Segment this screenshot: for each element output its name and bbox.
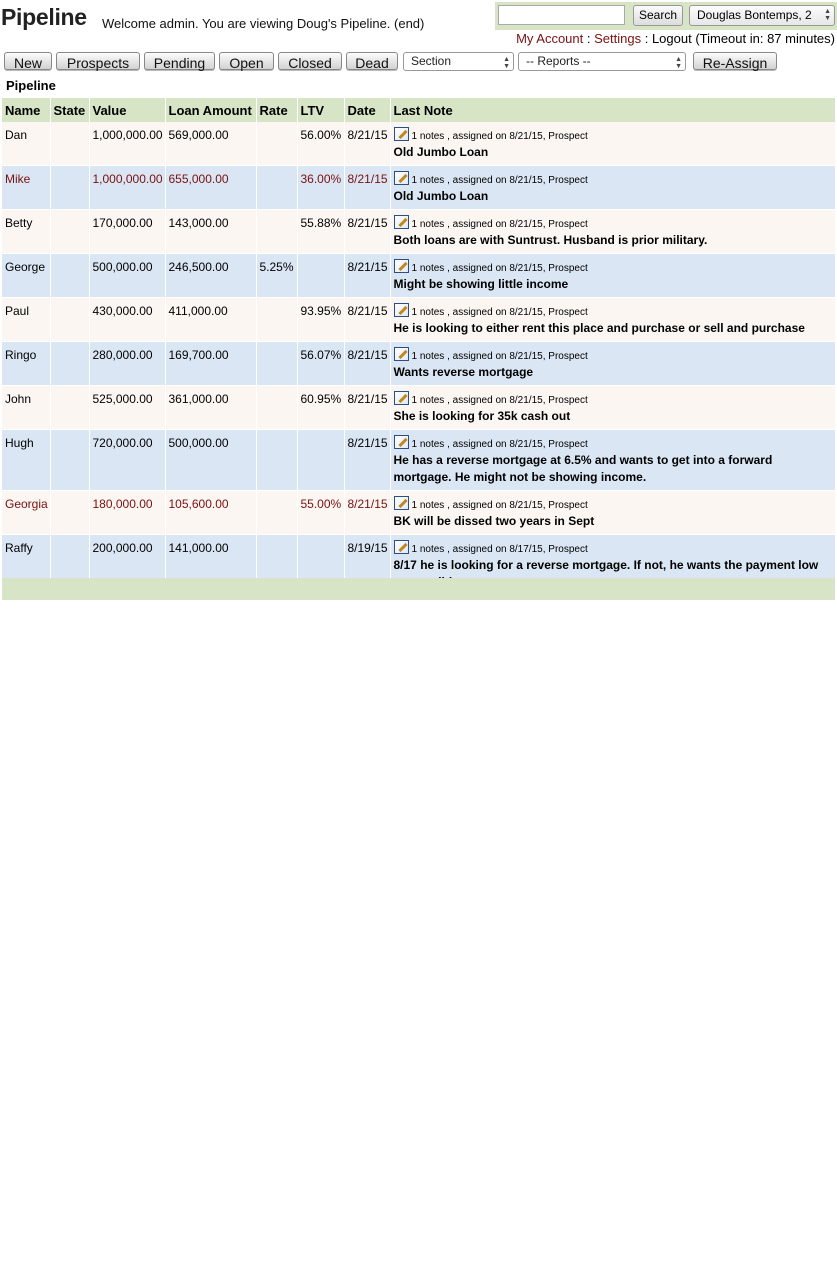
cell-rate bbox=[256, 122, 297, 166]
cell-ltv bbox=[297, 430, 344, 491]
cell-ltv: 93.95% bbox=[297, 298, 344, 342]
note-text: She is looking for 35k cash out bbox=[393, 409, 571, 423]
column-header-ltv[interactable]: LTV bbox=[297, 98, 344, 122]
table-footer-bar bbox=[2, 578, 835, 600]
prospects-button[interactable]: Prospects bbox=[56, 52, 140, 70]
cell-value: 525,000.00 bbox=[89, 386, 165, 430]
column-header-state[interactable]: State bbox=[50, 98, 89, 122]
cell-loan-amount: 569,000.00 bbox=[165, 122, 256, 166]
dead-button[interactable]: Dead bbox=[346, 52, 398, 70]
user-select-value: Douglas Bontemps, 2 bbox=[697, 8, 812, 22]
cell-date: 8/21/15 bbox=[344, 122, 390, 166]
search-input[interactable] bbox=[498, 5, 625, 25]
cell-loan-amount: 141,000.00 bbox=[165, 535, 256, 596]
cell-rate bbox=[256, 386, 297, 430]
table-row[interactable] bbox=[2, 491, 835, 535]
cell-value: 500,000.00 bbox=[89, 254, 165, 298]
cell-name[interactable]: Georgia bbox=[2, 491, 50, 535]
cell-state bbox=[50, 386, 89, 430]
note-text: BK will be dissed two years in Sept bbox=[393, 514, 595, 528]
cell-date: 8/21/15 bbox=[344, 491, 390, 535]
cell-rate bbox=[256, 166, 297, 210]
column-header-date[interactable]: Date bbox=[344, 98, 390, 122]
settings-link[interactable]: Settings bbox=[594, 31, 642, 46]
note-text: Might be showing little income bbox=[393, 277, 569, 291]
reassign-button[interactable]: Re-Assign bbox=[693, 52, 777, 70]
cell-rate bbox=[256, 430, 297, 491]
select-arrows-icon: ▲ ▼ bbox=[824, 8, 831, 22]
note-meta bbox=[394, 127, 832, 144]
table-header-row bbox=[2, 98, 835, 122]
cell-value: 720,000.00 bbox=[89, 430, 165, 491]
note-meta bbox=[394, 303, 832, 320]
table-row[interactable] bbox=[2, 430, 835, 491]
note-text: Old Jumbo Loan bbox=[393, 145, 489, 159]
cell-last-note bbox=[390, 491, 835, 535]
table-row[interactable] bbox=[2, 166, 835, 210]
separator: : bbox=[641, 31, 652, 46]
note-meta-text: 1 notes , assigned on 8/21/15, Prospect bbox=[411, 263, 588, 274]
cell-state bbox=[50, 491, 89, 535]
cell-ltv: 60.95% bbox=[297, 386, 344, 430]
cell-value: 280,000.00 bbox=[89, 342, 165, 386]
cell-rate bbox=[256, 298, 297, 342]
table-row[interactable] bbox=[2, 210, 835, 254]
cell-date: 8/21/15 bbox=[344, 166, 390, 210]
cell-ltv: 36.00% bbox=[297, 166, 344, 210]
edit-note-icon[interactable] bbox=[394, 259, 409, 273]
cell-last-note bbox=[390, 210, 835, 254]
edit-note-icon[interactable] bbox=[394, 127, 409, 141]
cell-ltv bbox=[297, 254, 344, 298]
cell-value: 180,000.00 bbox=[89, 491, 165, 535]
cell-loan-amount: 143,000.00 bbox=[165, 210, 256, 254]
user-select[interactable] bbox=[689, 5, 835, 26]
my-account-link[interactable]: My Account bbox=[516, 31, 584, 46]
cell-last-note bbox=[390, 122, 835, 166]
cell-name[interactable]: Betty bbox=[2, 210, 50, 254]
cell-date: 8/19/15 bbox=[344, 535, 390, 596]
cell-state bbox=[50, 254, 89, 298]
cell-rate bbox=[256, 210, 297, 254]
note-meta bbox=[394, 215, 832, 232]
open-button[interactable]: Open bbox=[219, 52, 274, 70]
cell-name[interactable]: Hugh bbox=[2, 430, 50, 491]
table-row[interactable] bbox=[2, 254, 835, 298]
timeout-text: (Timeout in: 87 minutes) bbox=[691, 31, 835, 46]
note-text: He is looking to either rent this place and purchase or sell and purchase bbox=[393, 321, 805, 335]
edit-note-icon[interactable] bbox=[394, 215, 409, 229]
cell-loan-amount: 246,500.00 bbox=[165, 254, 256, 298]
cell-last-note bbox=[390, 342, 835, 386]
cell-name[interactable]: John bbox=[2, 386, 50, 430]
cell-ltv: 55.00% bbox=[297, 491, 344, 535]
cell-state bbox=[50, 210, 89, 254]
pipeline-table bbox=[2, 98, 836, 596]
cell-last-note bbox=[390, 430, 835, 491]
cell-date: 8/21/15 bbox=[344, 342, 390, 386]
account-links bbox=[516, 31, 835, 46]
cell-name[interactable]: Paul bbox=[2, 298, 50, 342]
note-meta-text: 1 notes , assigned on 8/21/15, Prospect bbox=[411, 307, 588, 318]
cell-loan-amount: 105,600.00 bbox=[165, 491, 256, 535]
note-meta-text: 1 notes , assigned on 8/21/15, Prospect bbox=[411, 500, 588, 511]
table-row[interactable] bbox=[2, 342, 835, 386]
cell-loan-amount: 500,000.00 bbox=[165, 430, 256, 491]
note-meta bbox=[394, 391, 832, 408]
table-row[interactable] bbox=[2, 298, 835, 342]
edit-note-icon[interactable] bbox=[394, 435, 409, 449]
cell-name[interactable]: Raffy bbox=[2, 535, 50, 596]
note-text: Old Jumbo Loan bbox=[393, 189, 489, 203]
note-text: Wants reverse mortgage bbox=[393, 365, 534, 379]
column-header-name[interactable]: Name bbox=[2, 98, 50, 122]
cell-ltv: 56.00% bbox=[297, 122, 344, 166]
note-meta-text: 1 notes , assigned on 8/17/15, Prospect bbox=[411, 544, 588, 555]
new-button[interactable]: New bbox=[4, 52, 52, 70]
cell-loan-amount: 361,000.00 bbox=[165, 386, 256, 430]
cell-value: 200,000.00 bbox=[89, 535, 165, 596]
cell-value: 1,000,000.00 bbox=[89, 122, 165, 166]
cell-loan-amount: 411,000.00 bbox=[165, 298, 256, 342]
cell-value: 1,000,000.00 bbox=[89, 166, 165, 210]
cell-last-note bbox=[390, 386, 835, 430]
cell-rate: 5.25% bbox=[256, 254, 297, 298]
column-header-rate[interactable]: Rate bbox=[256, 98, 297, 122]
search-button[interactable]: Search bbox=[633, 5, 683, 26]
cell-state bbox=[50, 430, 89, 491]
note-text: 8/17 he is looking for a reverse mortgage. If not, he wants the payment low bbox=[393, 558, 819, 572]
cell-name[interactable]: George bbox=[2, 254, 50, 298]
note-meta-text: 1 notes , assigned on 8/21/15, Prospect bbox=[411, 175, 588, 186]
cell-state bbox=[50, 342, 89, 386]
note-meta bbox=[394, 347, 832, 364]
cell-name[interactable]: Dan bbox=[2, 122, 50, 166]
cell-date: 8/21/15 bbox=[344, 210, 390, 254]
note-meta-text: 1 notes , assigned on 8/21/15, Prospect bbox=[411, 219, 588, 230]
cell-date: 8/21/15 bbox=[344, 430, 390, 491]
cell-last-note bbox=[390, 254, 835, 298]
note-meta bbox=[394, 259, 832, 276]
welcome-message: Welcome admin. You are viewing Doug's Pipeline. (end) bbox=[102, 16, 425, 31]
note-text: He has a reverse mortgage at 6.5% and wants to get into a forward mortgage. He might not be showing income. bbox=[393, 453, 773, 484]
column-header-value[interactable]: Value bbox=[89, 98, 165, 122]
note-meta bbox=[394, 171, 832, 188]
cell-loan-amount: 655,000.00 bbox=[165, 166, 256, 210]
note-meta-text: 1 notes , assigned on 8/21/15, Prospect bbox=[411, 131, 588, 142]
cell-last-note bbox=[390, 298, 835, 342]
page-title: Pipeline bbox=[1, 4, 87, 30]
note-text: Both loans are with Suntrust. Husband is prior military. bbox=[393, 233, 708, 247]
cell-date: 8/21/15 bbox=[344, 298, 390, 342]
edit-note-icon[interactable] bbox=[394, 347, 409, 361]
select-arrows-icon: ▲ ▼ bbox=[675, 56, 682, 70]
section-title: Pipeline bbox=[6, 78, 56, 93]
cell-state bbox=[50, 298, 89, 342]
cell-date: 8/21/15 bbox=[344, 254, 390, 298]
cell-state bbox=[50, 166, 89, 210]
edit-note-icon[interactable] bbox=[394, 540, 409, 554]
table-row[interactable] bbox=[2, 122, 835, 166]
cell-name[interactable]: Ringo bbox=[2, 342, 50, 386]
note-meta-text: 1 notes , assigned on 8/21/15, Prospect bbox=[411, 439, 588, 450]
separator: : bbox=[583, 31, 595, 46]
select-arrows-icon: ▲ ▼ bbox=[503, 56, 510, 70]
note-meta-text: 1 notes , assigned on 8/21/15, Prospect bbox=[411, 351, 588, 362]
cell-state bbox=[50, 122, 89, 166]
section-select-value: Section bbox=[411, 54, 452, 68]
cell-ltv: 56.07% bbox=[297, 342, 344, 386]
cell-date: 8/21/15 bbox=[344, 386, 390, 430]
edit-note-icon[interactable] bbox=[394, 171, 409, 185]
note-meta-text: 1 notes , assigned on 8/21/15, Prospect bbox=[411, 395, 588, 406]
cell-rate bbox=[256, 491, 297, 535]
cell-rate bbox=[256, 342, 297, 386]
logout-link[interactable]: Logout bbox=[651, 31, 692, 46]
reports-select[interactable] bbox=[518, 52, 686, 71]
note-meta bbox=[394, 540, 832, 557]
cell-name[interactable]: Mike bbox=[2, 166, 50, 210]
edit-note-icon[interactable] bbox=[394, 303, 409, 317]
closed-button[interactable]: Closed bbox=[278, 52, 342, 70]
cell-value: 170,000.00 bbox=[89, 210, 165, 254]
note-meta bbox=[394, 496, 832, 513]
cell-value: 430,000.00 bbox=[89, 298, 165, 342]
cell-last-note bbox=[390, 166, 835, 210]
table-row[interactable] bbox=[2, 386, 835, 430]
section-select[interactable] bbox=[403, 52, 514, 71]
search-bar bbox=[495, 2, 837, 30]
cell-ltv: 55.88% bbox=[297, 210, 344, 254]
column-header-last-note[interactable]: Last Note bbox=[390, 98, 835, 122]
pending-button[interactable]: Pending bbox=[144, 52, 215, 70]
reports-select-value: -- Reports -- bbox=[526, 54, 591, 68]
column-header-loan-amount[interactable]: Loan Amount bbox=[165, 98, 256, 122]
note-meta bbox=[394, 435, 832, 452]
cell-loan-amount: 169,700.00 bbox=[165, 342, 256, 386]
edit-note-icon[interactable] bbox=[394, 496, 409, 510]
edit-note-icon[interactable] bbox=[394, 391, 409, 405]
